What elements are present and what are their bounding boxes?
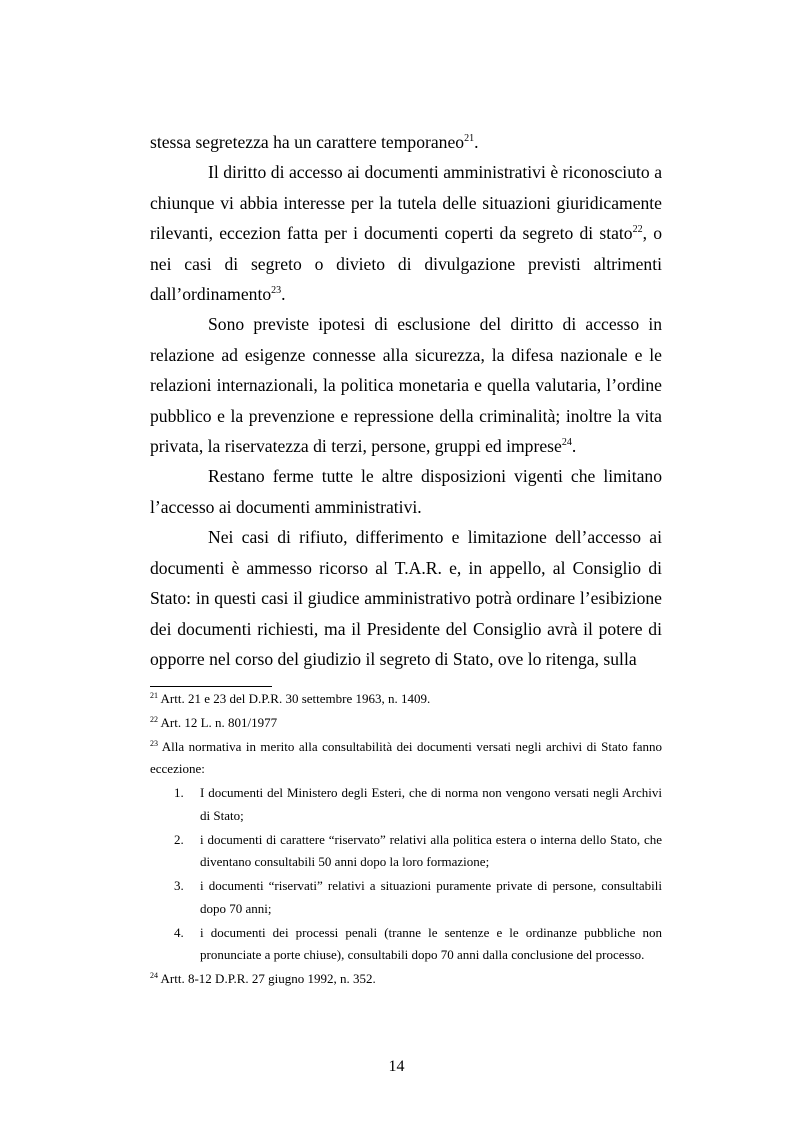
footnote-mark: 24 <box>150 971 158 981</box>
footnote-ref-21[interactable]: 21 <box>464 133 475 144</box>
footnote-ref-23[interactable]: 23 <box>271 285 282 297</box>
footnote-ref-24[interactable]: 24 <box>561 437 572 449</box>
footnote-22: $^{22}$ Art. 12 L. n. 801/1977 <box>150 715 278 730</box>
list-item: 4. i documenti dei processi penali (tranne le sentenze e le ordinanze pubbliche non pronunciate a porte chiuse), consultabili dopo 70 anni dalla conclusione del processo. <box>174 924 662 963</box>
footnote-separator <box>150 686 272 687</box>
footnote-21: $^{21}$ Artt. 21 e 23 del D.P.R. 30 settembre 1963, n. 1409. <box>150 691 431 706</box>
list-item: 2. i documenti di carattere “riservato” relativi alla politica estera o interna dello Stato, che diventano consultabili 50 anni dopo la loro formazione; <box>174 831 662 870</box>
paragraph-exclusions: Sono previste ipotesi di esclusione del diritto di accesso in relazione ad esigenze connesse alla sicurezza, la difesa nazionale e le relazioni internazionali, la politica monetaria e quella valutaria, l’ordine pubblico e la prevenzione e repressione della criminalità; inoltre la vita privata, la riservatezza di terzi, persone, gruppi ed imprese$^{24}$. <box>150 314 662 457</box>
footnote-mark: 23 <box>150 739 158 748</box>
list-item: 3. i documenti “riservati” relativi a situazioni puramente private di persone, consultabili dopo 70 anni; <box>174 878 662 916</box>
page-number: 14 <box>388 1058 405 1075</box>
body-text <box>150 127 662 674</box>
footnote-23: $^{23}$ Alla normativa in merito alla consultabilità dei documenti versati negli archivi di Stato fanno eccezione: 1. I documenti del Ministero degli Esteri, che di norma non vengono versati negli Archivi di Stato; 2. i documenti di carattere “riservato” relativi alla politica estera o interna dello Stato, che diventano consultabili 50 anni dopo la loro formazione; 3. i documenti “riservati” relativi a situazioni puramente private di persone, consultabili dopo 70 anni; 4. i documenti dei processi penali (tranne le sentenze e le ordinanze pubbliche non pronunciate a porte chiuse), consultabili dopo 70 anni dalla conclusione del processo. <box>150 736 662 966</box>
paragraph-appeal: Nei casi di rifiuto, differimento e limitazione dell’accesso ai documenti è ammesso ricorso al T.A.R. e, in appello, al Consiglio di Stato: in questi casi il giudice amministrativo potrà ordinare l’esibizione dei documenti richiesti, ma il Presidente del Consiglio avrà il potere di opporre nel corso del giudizio il segreto di Stato, ove lo ritenga, sulla <box>150 527 662 669</box>
footnote-23-list <box>150 782 662 966</box>
footnote-24: $^{24}$ Artt. 8-12 D.P.R. 27 giugno 1992, n. 352. <box>150 971 376 987</box>
footnote-mark: 22 <box>150 715 158 724</box>
paragraph-other-provisions: Restano ferme tutte le altre disposizioni vigenti che limitano l’accesso ai documenti amministrativi. <box>150 466 662 517</box>
footnotes <box>150 688 662 992</box>
paragraph-access-right: Il diritto di accesso ai documenti amministrativi è riconosciuto a chiunque vi abbia interesse per la tutela delle situazioni giuridicamente rilevanti, eccezion fatta per i documenti coperti da segreto di stato$^{22}$, o nei casi di segreto o divieto di divulgazione previsti altrimenti dall’ordinamento$^{23}$. <box>150 162 663 305</box>
paragraph-continuation: stessa segretezza ha un carattere temporaneo$^{21}$. <box>150 132 479 152</box>
footnote-mark: 21 <box>150 691 158 700</box>
list-item: 1. I documenti del Ministero degli Esteri, che di norma non vengono versati negli Archivi di Stato; <box>174 785 662 823</box>
footnote-ref-22[interactable]: 22 <box>632 224 643 236</box>
